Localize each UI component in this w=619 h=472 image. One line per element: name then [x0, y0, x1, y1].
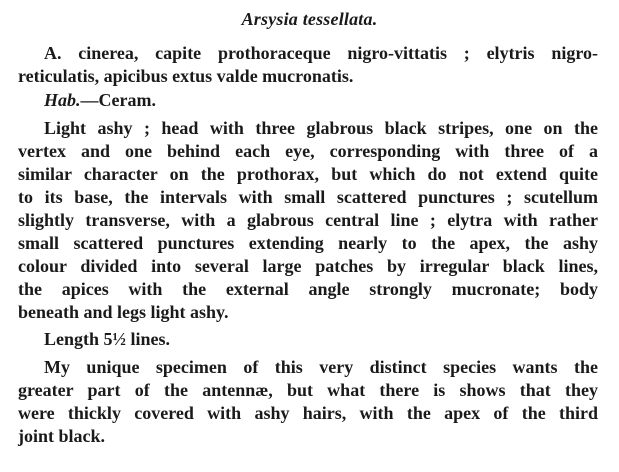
habitat-label: Hab.: [44, 90, 81, 110]
species-title: Arsysia tessellata.: [241, 9, 378, 29]
length-line: Length 5½ lines.: [44, 329, 171, 349]
remarks-line-1: My unique specimen of this very distinct species wants the: [44, 357, 598, 377]
habitat-value: Ceram.: [98, 90, 156, 110]
habitat-line: [44, 89, 598, 112]
diagnosis-line-2: reticulatis, apicibus extus valde mucronatis.: [18, 66, 354, 86]
remarks-line-4: joint black.: [18, 426, 106, 446]
description-line-2: vertex and one behind each eye, corresponding with three of a: [18, 141, 598, 161]
habitat-dash: —: [80, 90, 99, 110]
remarks-line-3: were thickly covered with ashy hairs, with the apex of the third: [18, 403, 598, 423]
remarks-line-2: greater part of the antennæ, but what there is shows that they: [18, 380, 598, 400]
description-line-4: to its base, the intervals with small scattered punctures ; scutellum: [18, 187, 598, 207]
description-line-1: Light ashy ; head with three glabrous black stripes, one on the: [44, 118, 598, 138]
description-line-6: small scattered punctures extending nearly to the apex, the ashy: [18, 233, 598, 253]
description-line-7: colour divided into several large patches by irregular black lines,: [18, 256, 598, 276]
description-line-8: the apices with the external angle strongly mucronate; body: [18, 279, 598, 299]
description-line-3: similar character on the prothorax, but which do not extend quite: [18, 164, 598, 184]
description-line-5: slightly transverse, with a glabrous central line ; elytra with rather: [18, 210, 598, 230]
diagnosis-line-1: A. cinerea, capite prothoraceque nigro-vittatis ; elytris nigro-: [44, 43, 598, 63]
description-line-9: beneath and legs light ashy.: [18, 302, 229, 322]
